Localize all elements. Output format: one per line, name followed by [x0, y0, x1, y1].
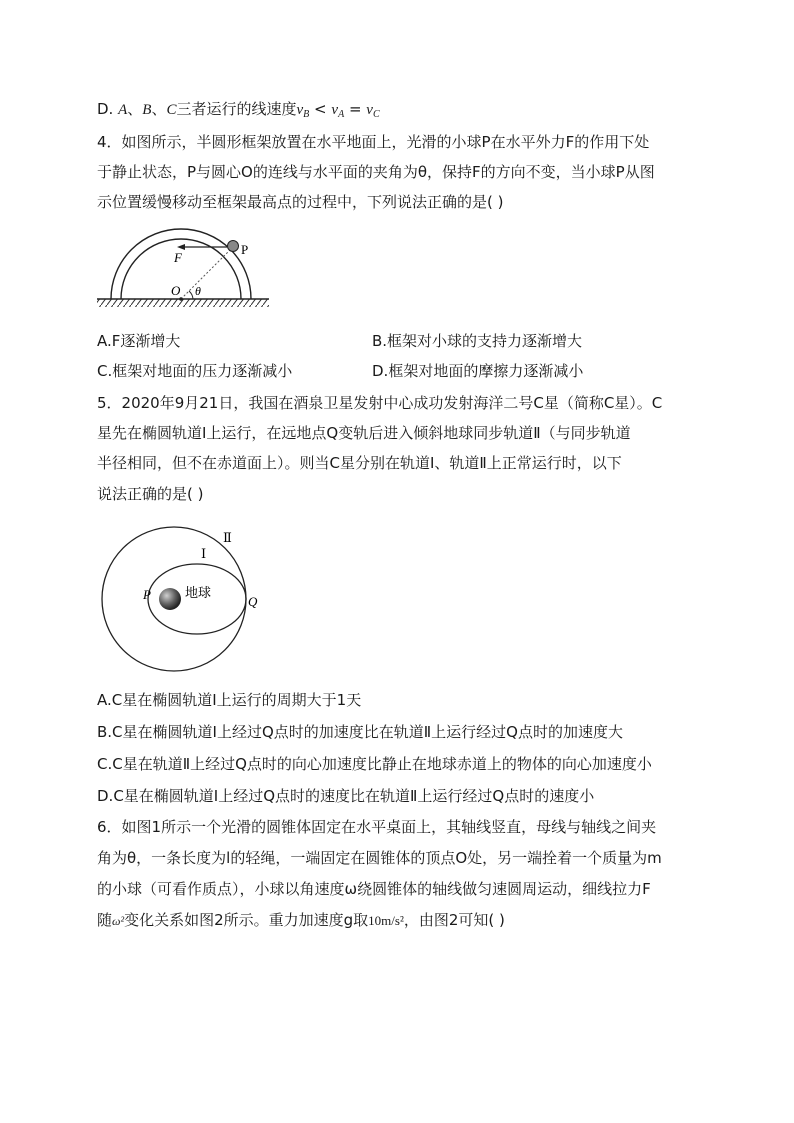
- q6-line-2: 角为θ，一条长度为l的轻绳，一端固定在圆锥体的顶点O处，另一端拴着一个质量为m: [97, 849, 662, 867]
- q4-option-b: B.框架对小球的支持力逐渐增大: [372, 332, 583, 350]
- ground-hatch: [97, 299, 269, 307]
- q3-d-text: 三者运行的线速度: [176, 100, 297, 118]
- q6-g-value: 10m/s²: [368, 913, 404, 928]
- q6-line-3: 的小球（可看作质点），小球以角速度ω绕圆锥体的轴线做匀速圆周运动，细线拉力F: [97, 880, 651, 898]
- q6-l4-suffix: ，由图2可知( ): [403, 911, 505, 929]
- q4-line-2: 于静止状态，P与圆心O的连线与水平面的夹角为θ，保持F的方向不变，当小球P从图: [97, 163, 655, 181]
- q3-d-lt: <: [309, 100, 332, 118]
- q4-line-3: 示位置缓慢移动至框架最高点的过程中，下列说法正确的是( ): [97, 193, 504, 211]
- q5-line-2: 星先在椭圆轨道Ⅰ上运行，在远地点Q变轨后进入倾斜地球同步轨道Ⅱ（与同步轨道: [97, 424, 631, 442]
- q4-figure: [95, 225, 275, 315]
- q5-figure: [95, 525, 275, 675]
- label-p: P: [241, 242, 249, 257]
- label-point-p: P: [143, 587, 151, 602]
- q5-line-4: 说法正确的是( ): [97, 485, 204, 503]
- radius-dashed-line: [181, 249, 231, 299]
- q3-d-sub-b: B: [303, 109, 310, 120]
- q6-omega-squared: ω²: [112, 914, 125, 928]
- q6-line-1: 6．如图1所示一个光滑的圆锥体固定在水平桌面上，其轴线竖直，母线与轴线之间夹: [97, 818, 657, 836]
- q5-option-c: C.C星在轨道Ⅱ上经过Q点时的向心加速度比静止在地球赤道上的物体的向心加速度小: [97, 755, 652, 773]
- q3-d-sep1: 、: [127, 100, 143, 118]
- label-f: F: [174, 250, 182, 265]
- q3-d-sub-c: C: [372, 109, 380, 120]
- q5-line-3: 半径相同，但不在赤道面上）。则当C星分别在轨道Ⅰ、轨道Ⅱ上正常运行时，以下: [97, 454, 622, 472]
- q6-l4-prefix: 随: [97, 911, 113, 929]
- q3-option-d: [97, 99, 380, 125]
- label-orbit-ii: Ⅱ: [223, 530, 232, 545]
- q3-d-sep2: 、: [151, 100, 167, 118]
- label-theta: θ: [195, 284, 201, 298]
- q3-d-v3: v: [366, 102, 373, 118]
- label-orbit-i: Ⅰ: [201, 546, 207, 561]
- q3-d-sub-a: A: [338, 109, 345, 120]
- q3-d-v1: v: [296, 102, 304, 118]
- q4-line-1: 4．如图所示，半圆形框架放置在水平地面上，光滑的小球P在水平外力F的作用下处: [97, 133, 650, 151]
- q3-d-b: B: [142, 102, 152, 118]
- q5-option-a: A.C星在椭圆轨道Ⅰ上运行的周期大于1天: [97, 691, 362, 709]
- q5-option-b: B.C星在椭圆轨道Ⅰ上经过Q点时的加速度比在轨道Ⅱ上运行经过Q点时的加速度大: [97, 723, 623, 741]
- q3-d-v2: v: [331, 102, 339, 118]
- q5-line-1: 5．2020年9月21日，我国在酒泉卫星发射中心成功发射海洋二号C星（简称C星）。C: [97, 394, 663, 412]
- earth-sphere: [159, 588, 181, 610]
- q4-option-c: C.框架对地面的压力逐渐减小: [97, 362, 293, 380]
- label-o: O: [171, 283, 181, 298]
- q6-line-4: [97, 910, 505, 931]
- q3-d-a: A: [118, 102, 128, 118]
- q5-option-d: D.C星在椭圆轨道Ⅰ上经过Q点时的速度比在轨道Ⅱ上运行经过Q点时的速度小: [97, 787, 595, 805]
- q3-d-c: C: [166, 102, 177, 118]
- theta-arc: [189, 291, 193, 299]
- ball-p: [228, 241, 239, 252]
- q4-option-d: D.框架对地面的摩擦力逐渐减小: [372, 362, 584, 380]
- q6-l4-mid: 变化关系如图2所示。重力加速度g取: [124, 911, 369, 929]
- q4-option-a: A.F逐渐增大: [97, 332, 181, 350]
- label-point-q: Q: [248, 594, 258, 609]
- label-earth: 地球: [185, 586, 212, 601]
- q3-d-prefix: D.: [97, 100, 119, 118]
- q3-d-eq: =: [344, 100, 367, 118]
